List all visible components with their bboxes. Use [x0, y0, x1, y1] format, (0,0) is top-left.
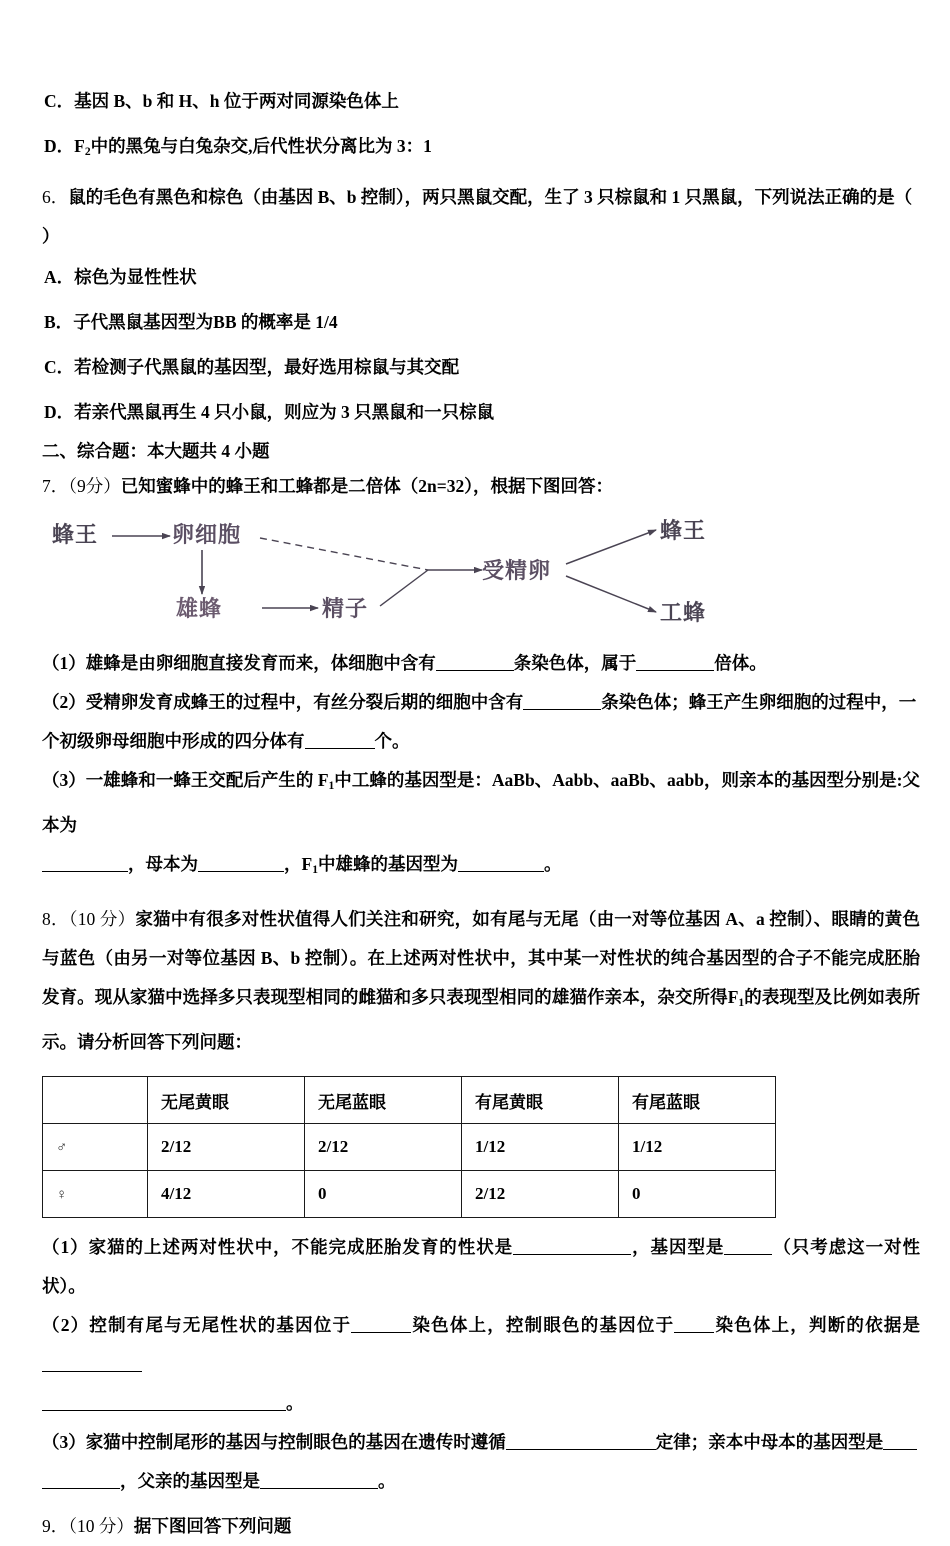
question8-score: （10 分）: [68, 909, 136, 929]
question7-sub1: [42, 644, 920, 683]
question8-block: [42, 900, 920, 1501]
question6-stem-row: [42, 178, 920, 217]
question7-sub2-mid: 条染色体；蜂王产生卵细胞的过程中，一: [601, 692, 917, 712]
question8-stem-sub: 1: [738, 997, 745, 1009]
question8-sub1-suffix: （只考虑这一对性状）。: [42, 1237, 921, 1296]
answer-blank[interactable]: [513, 1241, 631, 1255]
table-cell: 1/12: [619, 1124, 776, 1171]
option-d-q5-f: F: [74, 136, 85, 156]
table-header-tail-yellow-eye: 有尾黄眼: [462, 1077, 619, 1124]
question7-sub3-line2-b: ，F: [284, 854, 313, 874]
question8-stem-row: [42, 900, 920, 1062]
question6-block: [42, 178, 920, 424]
female-icon: ♀: [56, 1187, 68, 1203]
question6-option-a: [42, 264, 920, 289]
question6-option-b-text: 子代黑鼠基因型为BB 的概率是 1/4: [73, 312, 338, 332]
question8-stem: 家猫中有很多对性状值得人们关注和研究，如有尾与无尾（由一对等位基因 A、a 控制）、眼睛的黄色与蓝色（由另一对等位基因 B、b 控制）。在上述两对性状中，其中某一对性状的纯合基因型的合子不能完成胚胎发育。现从家猫中选择多只表现型相同的雌猫和多只表现型相同的雄猫作亲本，杂交所得F: [42, 909, 921, 1007]
question8-sub1: [42, 1228, 920, 1306]
option-c-q5: [42, 88, 920, 113]
question7-sub1-mid: 条染色体，属于: [513, 653, 637, 673]
question7-sub3-sub: 1: [328, 780, 335, 792]
table-header-row: [43, 1077, 776, 1124]
option-d-q5-text: 中的黑兔与白兔杂交,后代性状分离比为 3：1: [90, 136, 432, 156]
edge-sperm-to-zygote: [380, 570, 428, 606]
question6-option-d-text: 若亲代黑鼠再生 4 只小鼠，则应为 3 只黑鼠和一只棕鼠: [74, 402, 495, 422]
question7-sub1-prefix: （1）雄蜂是由卵细胞直接发育而来，体细胞中含有: [42, 653, 436, 673]
answer-blank[interactable]: [636, 657, 714, 671]
table-corner-cell: [43, 1077, 148, 1124]
question9-number: 9．: [42, 1516, 69, 1536]
question6-stem-line2: ）: [42, 226, 60, 246]
answer-blank[interactable]: [436, 657, 514, 671]
question8-number: 8．: [42, 909, 69, 929]
question8-sub1-mid: ，基因型是: [631, 1237, 725, 1257]
question7-block: [42, 470, 920, 890]
question6-option-b-label: B．: [44, 312, 74, 332]
question9-block: [42, 1507, 920, 1546]
answer-blank[interactable]: [883, 1436, 917, 1450]
question8-sub2: [42, 1306, 920, 1384]
question8-sub3-line2-a: ，父亲的基因型是: [120, 1471, 260, 1491]
option-c-q5-text: C．基因 B、b 和 H、h 位于两对同源染色体上: [44, 91, 399, 111]
answer-blank[interactable]: [42, 1475, 120, 1489]
question8-sub3-mid: 定律；亲本中母本的基因型是: [655, 1432, 884, 1452]
table-row: [43, 1171, 776, 1218]
table-row: [43, 1124, 776, 1171]
figure-label-egg-cell: 卵细胞: [172, 522, 242, 547]
phenotype-ratio-table-wrap: [42, 1076, 920, 1218]
table-cell: 4/12: [148, 1171, 305, 1218]
edge-zygote-to-worker: [566, 576, 656, 612]
question7-stem-row: [42, 470, 920, 502]
answer-blank[interactable]: [724, 1241, 772, 1255]
question8-sub2-line2-end: 。: [286, 1393, 304, 1413]
answer-blank[interactable]: [42, 858, 128, 872]
question7-sub2-line2: [42, 722, 920, 761]
answer-blank[interactable]: [305, 735, 375, 749]
figure-label-sperm: 精子: [322, 596, 369, 621]
table-cell: 1/12: [462, 1124, 619, 1171]
question5-options-group: [42, 88, 920, 158]
figure-label-queen-right: 蜂王: [660, 518, 707, 543]
question7-sub2-line2-suffix: 个。: [374, 731, 410, 751]
table-header-no-tail-blue-eye: 无尾蓝眼: [305, 1077, 462, 1124]
answer-blank[interactable]: [351, 1319, 411, 1333]
question6-option-d: [42, 399, 920, 424]
question7-sub2-prefix: （2）受精卵发育成蜂王的过程中，有丝分裂后期的细胞中含有: [42, 692, 524, 712]
question8-stem-tail: 的表现型及比例如表所示。请分析回答下列问题：: [42, 987, 921, 1052]
question7-sub2-line2-prefix: 个初级卵母细胞中形成的四分体有: [42, 731, 305, 751]
question7-sub3: [42, 761, 920, 845]
bee-development-diagram: [50, 508, 750, 636]
question7-sub3-prefix: （3）一雄蜂和一蜂王交配后产生的 F: [42, 770, 329, 790]
question8-sub2-mid2: 染色体上，判断的依据是: [714, 1315, 921, 1335]
phenotype-ratio-table: [42, 1076, 776, 1218]
figure-label-zygote: 受精卵: [482, 558, 552, 583]
page-content: [42, 88, 920, 1546]
figure-label-worker: 工蜂: [660, 600, 707, 625]
figure-label-queen-left: 蜂王: [52, 522, 99, 547]
option-d-q5: [42, 133, 920, 158]
table-cell: 2/12: [462, 1171, 619, 1218]
section2-heading: 二、综合题：本大题共 4 小题: [42, 441, 270, 461]
male-symbol-cell: [43, 1124, 148, 1171]
question6-option-a-text: 棕色为显性性状: [74, 267, 197, 287]
answer-blank[interactable]: [674, 1319, 714, 1333]
question7-stem: 已知蜜蜂中的蜂王和工蜂都是二倍体（2n=32），根据下图回答：: [120, 476, 613, 496]
male-icon: ♂: [56, 1140, 68, 1156]
option-d-q5-label: D．: [44, 136, 75, 156]
question7-sub2: [42, 683, 920, 722]
question6-option-c-text: 若检测子代黑鼠的基因型，最好选用棕鼠与其交配: [74, 357, 460, 377]
question8-sub2-line2: [42, 1384, 920, 1423]
question7-sub3-line2-sub: 1: [312, 864, 318, 876]
question9-stem: 据下图回答下列问题: [133, 1516, 292, 1536]
question8-sub3: [42, 1423, 920, 1462]
table-cell: 2/12: [305, 1124, 462, 1171]
answer-blank[interactable]: [458, 858, 544, 872]
question9-stem-row: [42, 1507, 920, 1546]
edge-zygote-to-queen: [566, 530, 656, 564]
question7-sub3-mid1: 中工蜂的基因型是：AaBb、Aabb、aaBb、aabb，则亲本的基因型分别是:父本为: [42, 770, 920, 835]
question7-score: （9分）: [68, 476, 121, 496]
question6-option-c-label: C．: [44, 357, 75, 377]
table-cell: 2/12: [148, 1124, 305, 1171]
question8-sub2-prefix: （2）控制有尾与无尾性状的基因位于: [42, 1315, 352, 1335]
option-d-q5-sub: 2: [84, 146, 91, 158]
question7-sub3-line2-c: 中雄蜂的基因型为: [317, 854, 458, 874]
question7-sub1-suffix: 倍体。: [714, 653, 767, 673]
question8-sub3-line2-end: 。: [378, 1471, 396, 1491]
question6-option-a-label: A．: [44, 267, 75, 287]
answer-blank[interactable]: [260, 1475, 378, 1489]
female-symbol-cell: [43, 1171, 148, 1218]
question6-option-b: [42, 309, 920, 334]
question6-option-c: [42, 354, 920, 379]
question7-sub3-line2: [42, 845, 920, 890]
question9-score: （10 分）: [68, 1516, 134, 1536]
table-cell: 0: [619, 1171, 776, 1218]
question8-sub3-prefix: （3）家猫中控制尾形的基因与控制眼色的基因在遗传时遵循: [42, 1432, 506, 1452]
figure-label-drone: 雄蜂: [176, 596, 223, 621]
table-header-tail-blue-eye: 有尾蓝眼: [619, 1077, 776, 1124]
question6-stem: 鼠的毛色有黑色和棕色（由基因 B、b 控制），两只黑鼠交配，生了 3 只棕鼠和 1 只黑鼠，下列说法正确的是（: [68, 187, 913, 207]
answer-blank[interactable]: [42, 1358, 142, 1372]
bee-diagram-svg: [50, 508, 750, 636]
question8-sub3-line2: [42, 1462, 920, 1501]
table-header-no-tail-yellow-eye: 无尾黄眼: [148, 1077, 305, 1124]
table-cell: 0: [305, 1171, 462, 1218]
answer-blank[interactable]: [523, 696, 601, 710]
answer-blank[interactable]: [506, 1436, 656, 1450]
answer-blank[interactable]: [42, 1397, 286, 1411]
question6-option-d-label: D．: [44, 402, 75, 422]
question8-sub2-mid1: 染色体上，控制眼色的基因位于: [411, 1315, 675, 1335]
question8-sub1-prefix: （1）家猫的上述两对性状中，不能完成胚胎发育的性状是: [42, 1237, 514, 1257]
question7-sub3-line2-end: 。: [543, 854, 562, 874]
question7-number: 7．: [42, 476, 69, 496]
question6-number: 6．: [42, 187, 69, 207]
edge-egg-to-zygote-dashed: [260, 538, 428, 570]
answer-blank[interactable]: [198, 858, 284, 872]
question7-sub3-line2-a: ，母本为: [128, 854, 198, 874]
